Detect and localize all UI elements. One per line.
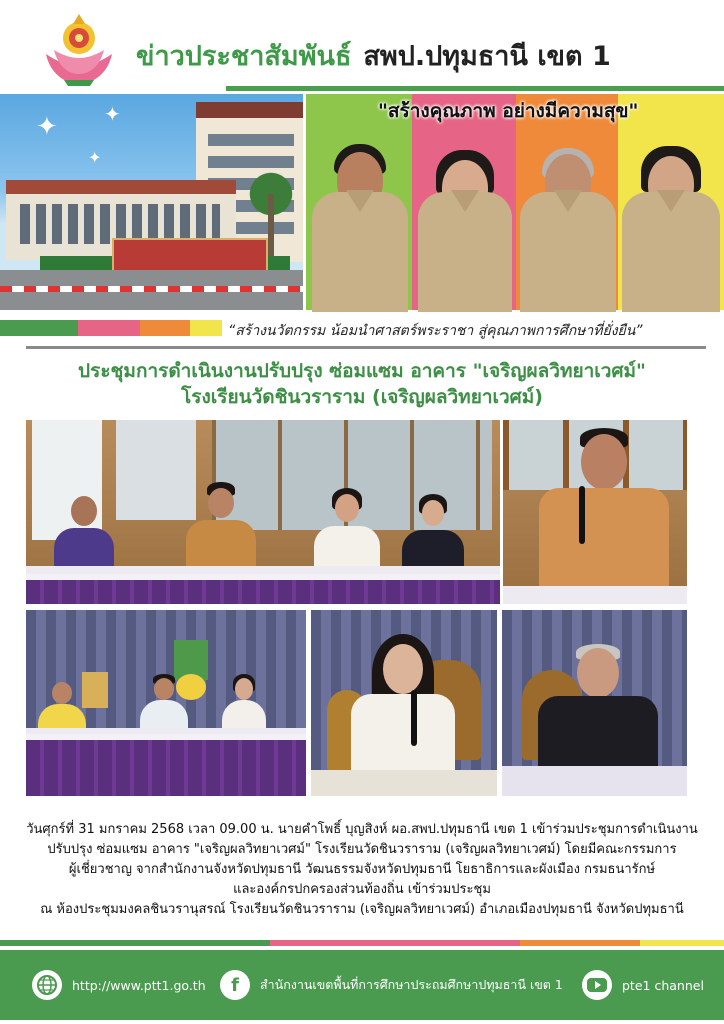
banner-slogan: "สร้างคุณภาพ อย่างมีความสุข" <box>378 100 639 122</box>
office-building-photo <box>0 94 303 310</box>
executive-portrait-4 <box>622 140 720 312</box>
motto-text: “สร้างนวัตกรรม น้อมนำศาสตร์พระราชา สู่คุณภาพการศึกษาที่ยั่งยืน” <box>228 323 643 339</box>
office-sign <box>112 238 268 272</box>
body-line-2: ปรับปรุง ซ่อมแซม อาคาร "เจริญผลวิทยาเวศม์" โรงเรียนวัดชินวราราม (เจริญผลวิทยาเวศม์) โดยมีคณะกรรมการ <box>47 842 677 857</box>
sparkle-icon: ✦ <box>104 102 121 126</box>
footer-website[interactable] <box>32 970 206 1000</box>
footer-facebook[interactable] <box>220 970 563 1000</box>
footer <box>0 950 724 1020</box>
facebook-icon: f <box>220 970 250 1000</box>
sparkle-icon: ✦ <box>88 148 102 167</box>
obec-logo <box>40 12 118 88</box>
speaker-photo-1 <box>503 420 687 604</box>
news-headline <box>0 358 724 410</box>
header-title-main: ข่าวประชาสัมพันธ์ <box>136 41 352 72</box>
executive-portrait-2 <box>418 142 512 312</box>
body-line-5: ณ ห้องประชุมมงคลชินวรานุสรณ์ โรงเรียนวัดชินวราราม (เจริญผลวิทยาเวศม์) อำเภอเมืองปทุมธานี จังหวัดปทุมธานี <box>40 902 684 917</box>
globe-icon <box>32 970 62 1000</box>
youtube-icon <box>582 970 612 1000</box>
header-rule <box>226 86 724 91</box>
meeting-photo-1 <box>26 420 500 604</box>
footer-youtube[interactable] <box>582 970 704 1000</box>
website-url[interactable]: http://www.ptt1.go.th <box>72 977 206 993</box>
headline-line-1: ประชุมการดำเนินงานปรับปรุง ซ่อมแซม อาคาร "เจริญผลวิทยาเวศม์" <box>78 360 646 382</box>
body-line-4: และองค์กรปกครองส่วนท้องถิ่น เข้าร่วมประชุม <box>233 882 491 897</box>
meeting-photo-2 <box>26 610 306 796</box>
header-title-office: สพป.ปทุมธานี เขต 1 <box>363 41 611 72</box>
body-line-1: วันศุกร์ที่ 31 มกราคม 2568 เวลา 09.00 น. นายคำโพธิ์ บุญสิงห์ ผอ.สพป.ปทุมธานี เขต 1 เข้าร่วมประชุมการดำเนินงาน <box>26 822 698 837</box>
color-bar <box>0 320 222 336</box>
youtube-channel-name[interactable]: pte1 channel <box>622 977 704 993</box>
headline-line-2: โรงเรียนวัดชินวราราม (เจริญผลวิทยาเวศม์) <box>181 386 543 408</box>
speaker-photo-3 <box>502 610 687 796</box>
divider <box>26 346 706 349</box>
footer-color-bar <box>0 940 724 946</box>
facebook-page-name[interactable]: สำนักงานเขตพื้นที่การศึกษาประถมศึกษาปทุมธานี เขต 1 <box>260 977 563 992</box>
executive-portrait-3 <box>520 140 616 312</box>
sparkle-icon: ✦ <box>36 112 58 142</box>
news-body <box>0 820 724 920</box>
body-line-3: ผู้เชี่ยวชาญ จากสำนักงานจังหวัดปทุมธานี วัฒนธรรมจังหวัดปทุมธานี โยธาธิการและผังเมือง กรมธนารักษ์ <box>68 862 656 877</box>
executive-portrait-1 <box>312 122 408 312</box>
speaker-photo-2 <box>311 610 497 796</box>
banner <box>0 94 724 312</box>
